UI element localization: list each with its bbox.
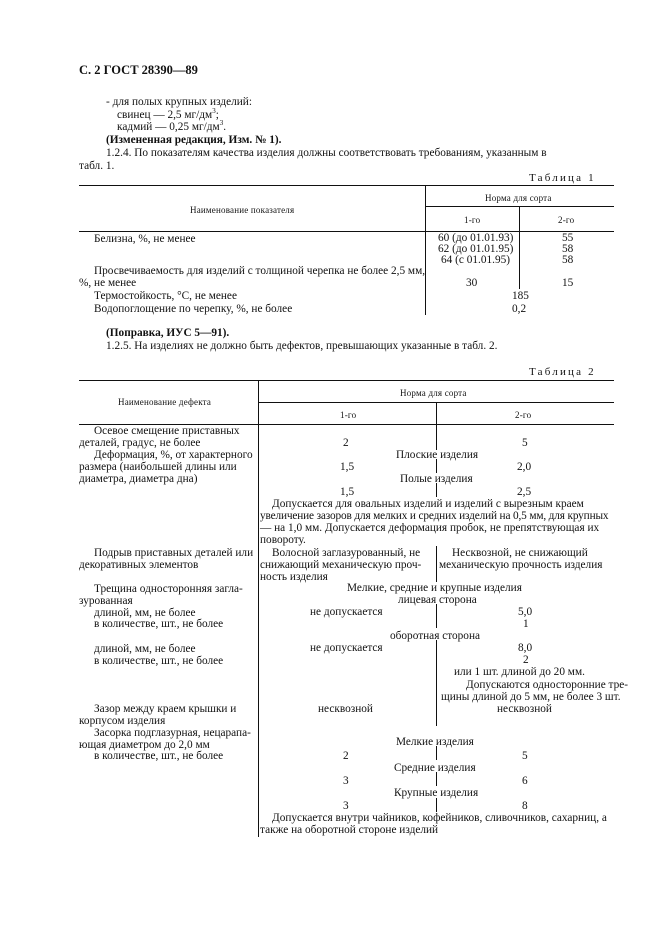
t2-defect: зурованная: [79, 595, 133, 607]
t2-subheading: Крупные изделия: [394, 787, 479, 799]
t2-value: несквозной: [497, 703, 552, 715]
t2-subheading: Полые изделия: [400, 473, 473, 485]
table1-col-norm: Норма для сорта: [485, 193, 552, 203]
t2-note: повороту.: [260, 534, 306, 546]
t2-value: несквозной: [318, 703, 373, 715]
t2-subheading: Плоские изделия: [396, 449, 479, 461]
t1-value: 62 (до 01.01.95): [438, 243, 514, 255]
table1-col-2: 2-го: [558, 215, 575, 225]
intro-cadmium: [117, 121, 226, 134]
amend-note: (Поправка, ИУС 5—91).: [106, 327, 230, 339]
table2-top-rule: [79, 380, 614, 381]
t2-value: механическую прочность изделия: [439, 559, 603, 571]
t2-defect: длиной, мм, не более: [94, 607, 196, 619]
table1-head-rule: [79, 231, 614, 232]
t2-defect: в количестве, шт., не более: [94, 655, 224, 667]
t2-value: 1,5: [340, 486, 355, 498]
t2-defect: длиной, мм, не более: [94, 643, 196, 655]
intro-cadmium-text: кадмий — 0,25 мг/дм: [117, 121, 220, 133]
t2-value: 2,5: [517, 486, 532, 498]
t2-value: или 1 шт. длиной до 20 мм.: [454, 666, 585, 678]
t2-note: — на 1,0 мм. Допускается деформация пробок, не препятствующая их: [260, 522, 600, 534]
t2-value: 5: [522, 437, 528, 449]
intro-punct: .: [223, 121, 227, 133]
t2-value: 2: [343, 750, 349, 762]
t2-subheading: оборотная сторона: [390, 630, 481, 642]
table2-divider: [436, 402, 437, 424]
t2-value: ность изделия: [260, 571, 328, 583]
table1-body-divider: [519, 231, 520, 289]
t2-note: увеличение зазоров для мелких и средних изделий на 0,5 мм, для крупных: [260, 510, 609, 522]
page-header: С. 2 ГОСТ 28390—89: [79, 63, 198, 77]
t2-value: 2: [343, 437, 349, 449]
t2-subheading: Средние изделия: [394, 762, 476, 774]
intro-punct: ;: [215, 109, 219, 121]
t2-value: 2: [523, 654, 529, 666]
table2-body-divider: [258, 424, 259, 837]
table1-top-rule: [79, 185, 614, 186]
t2-value: 3: [343, 800, 349, 812]
t2-defect: в количестве, шт., не более: [94, 750, 224, 762]
t2-defect: корпусом изделия: [79, 715, 166, 727]
t2-defect: декоративных элементов: [79, 559, 199, 571]
t2-subheading: лицевая сторона: [398, 594, 477, 606]
intro-line: - для полых крупных изделий:: [106, 96, 252, 108]
t2-value: 8,0: [518, 642, 533, 654]
t2-defect: ющая диаметром до 2,0 мм: [79, 739, 210, 751]
t2-value: 1,5: [340, 461, 355, 473]
t2-defect: Подрыв приставных деталей или: [94, 547, 254, 559]
t2-note: Допускается для овальных изделий и изделий с вырезным краем: [272, 498, 584, 510]
intro-lead-text: свинец — 2,5 мг/дм: [117, 109, 213, 121]
t1-row-name: %, не менее: [79, 277, 137, 289]
t2-value: 8: [522, 800, 528, 812]
t1-value: 58: [562, 254, 574, 266]
table2-col-1: 1-го: [340, 410, 357, 420]
t1-value: 0,2: [512, 303, 527, 315]
t2-defect: Зазор между краем крышки и: [94, 703, 237, 715]
t1-value: 185: [512, 290, 529, 302]
table1-divider: [425, 185, 426, 231]
t2-defect: Деформация, %, от характерного: [94, 449, 253, 461]
t2-subheading: Мелкие, средние и крупные изделия: [347, 582, 522, 594]
t2-note: также на оборотной стороне изделий: [260, 824, 439, 836]
t2-value: 6: [522, 775, 528, 787]
table1-col-name: Наименование показателя: [190, 205, 295, 215]
t2-defect: деталей, градус, не более: [79, 437, 201, 449]
table2-col-divider: [436, 546, 437, 582]
t2-value: 2,0: [517, 461, 532, 473]
t2-value: не допускается: [310, 606, 383, 618]
table2-caption: Таблица 2: [529, 366, 596, 378]
superscript: 3: [212, 107, 216, 116]
superscript: 3: [219, 119, 224, 128]
table2-col-divider: [436, 798, 437, 812]
t1-value: 55: [562, 232, 574, 244]
t1-value: 64 (с 01.01.95): [441, 254, 511, 266]
t2-value: щины длиной до 5 мм, не более 3 шт.: [441, 691, 621, 703]
t2-value: 5: [522, 750, 528, 762]
t2-subheading: Мелкие изделия: [396, 736, 474, 748]
table1-body-divider: [425, 231, 426, 315]
t2-value: снижающий механическую проч-: [260, 559, 422, 571]
table2-col-name: Наименование дефекта: [118, 397, 212, 407]
t2-note: Допускается внутри чайников, кофейников, сливочников, сахарниц, а: [272, 812, 607, 824]
table2-col-divider: [436, 424, 437, 450]
t1-row-name: Белизна, %, не менее: [94, 233, 196, 245]
t2-value: 1: [523, 618, 529, 630]
clause-1-2-4: 1.2.4. По показателям качества изделия должны соответствовать требованиям, указанным в: [106, 147, 547, 159]
t1-value: 58: [562, 243, 574, 255]
table1-caption: Таблица 1: [529, 172, 596, 184]
t1-value: 30: [466, 277, 478, 289]
table2-col-divider: [436, 640, 437, 726]
edited-note: (Измененная редакция, Изм. № 1).: [106, 134, 282, 146]
t1-value: 60 (до 01.01.93): [438, 232, 514, 244]
table2-col-divider: [436, 604, 437, 628]
t1-row-name: Водопоглощение по черепку, %, не более: [94, 303, 293, 315]
t2-defect: Засорка подглазурная, нецарапа-: [94, 727, 251, 739]
t2-value: не допускается: [310, 642, 383, 654]
t2-defect: Трещина односторонняя загла-: [94, 583, 243, 595]
clause-1-2-5: 1.2.5. На изделиях не должно быть дефектов, превышающих указанные в табл. 2.: [106, 340, 498, 352]
table2-col-2: 2-го: [515, 410, 532, 420]
t2-defect: Осевое смещение приставных: [94, 425, 240, 437]
t1-row-name: Просвечиваемость для изделий с толщиной черепка не более 2,5 мм,: [94, 265, 426, 277]
t1-row-name: Термостойкость, °С, не менее: [94, 290, 237, 302]
t2-value: Волосной заглазурованный, не: [272, 547, 421, 559]
t1-value: 15: [562, 277, 574, 289]
t2-defect: размера (наибольшей длины или: [79, 461, 237, 473]
table1-col-1: 1-го: [464, 215, 481, 225]
t2-value: 3: [343, 775, 349, 787]
table2-col-norm: Норма для сорта: [400, 388, 467, 398]
t2-value: 5,0: [518, 606, 533, 618]
table1-divider: [519, 206, 520, 231]
clause-1-2-4-cont: табл. 1.: [79, 160, 115, 172]
t2-defect: в количестве, шт., не более: [94, 618, 224, 630]
t2-value: Несквозной, не снижающий: [452, 547, 588, 559]
t2-defect: диаметра, диаметра дна): [79, 473, 198, 485]
t2-value: Допускаются односторонние тре-: [466, 679, 629, 691]
